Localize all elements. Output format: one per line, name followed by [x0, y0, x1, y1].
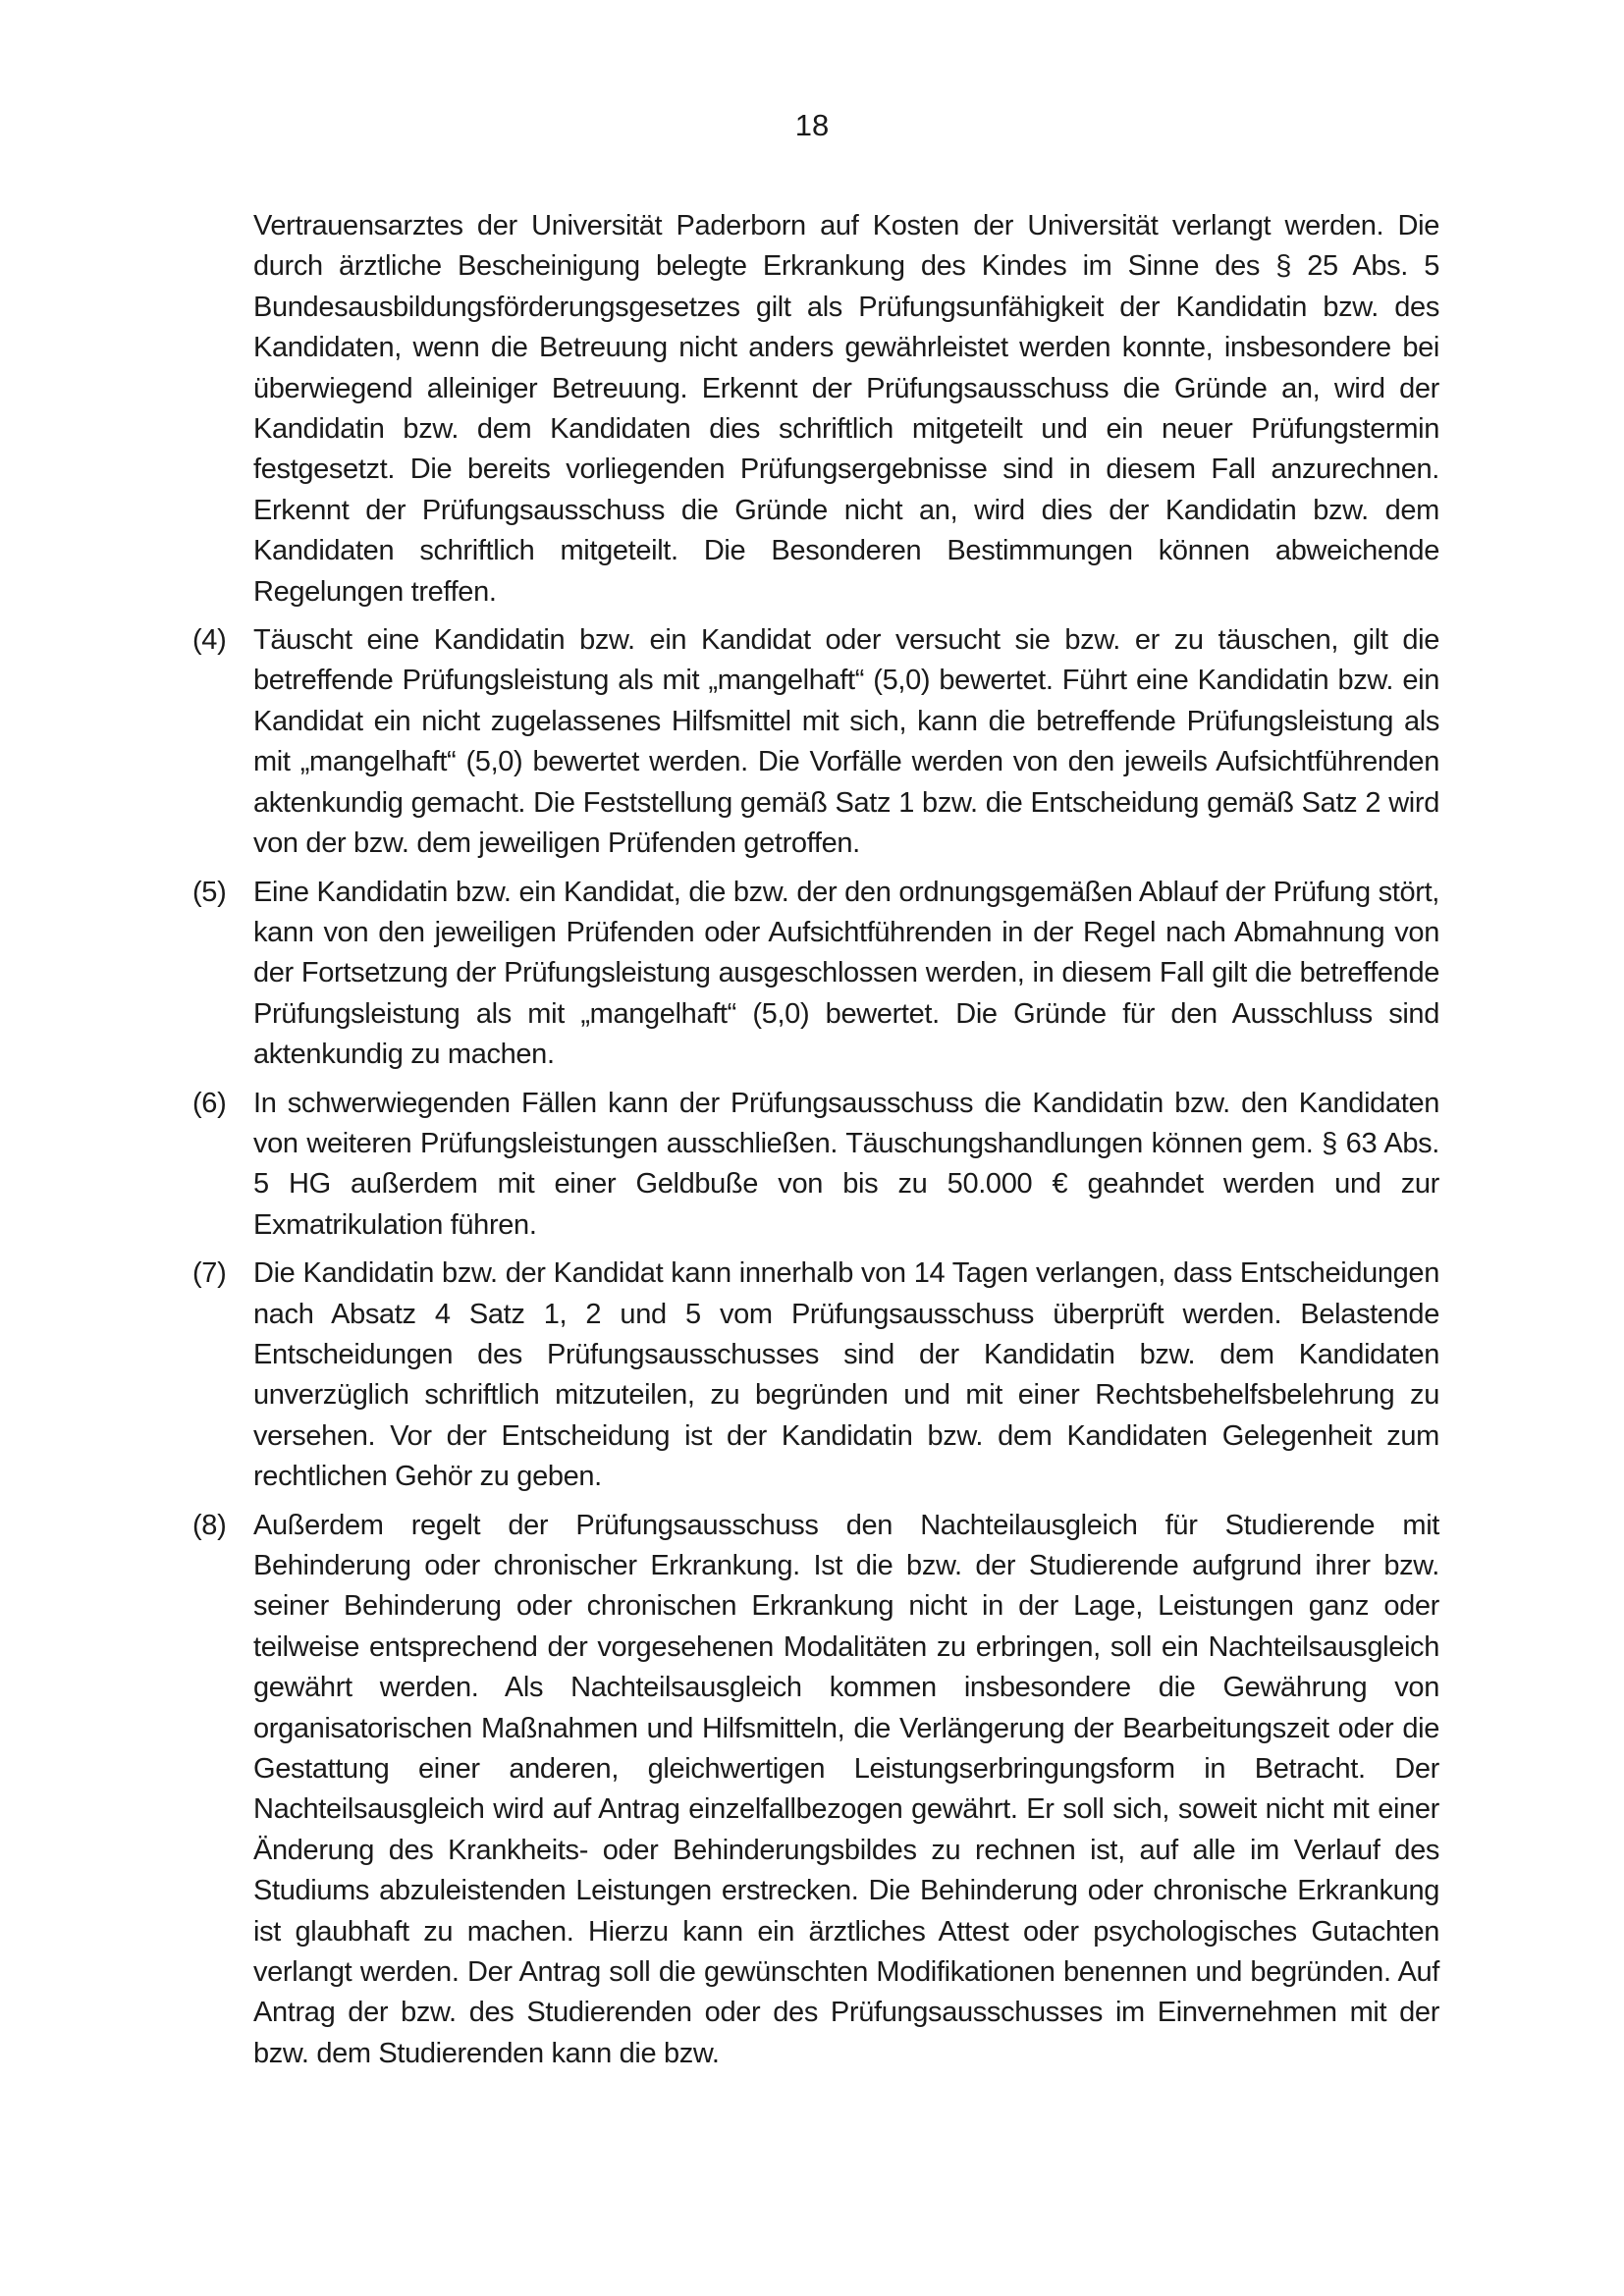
continuation-text: Vertrauensarztes der Universität Paderborn auf Kosten der Universität verlangt werden. Die durch ärztliche Bescheinigung belegte Erkrankung des Kindes im Sinne des § 25 Abs. 5 Bundesausbildungsförderungsgesetzes gilt als Prüfungsunfähigkeit der Kandidatin bzw. des Kandidaten, wenn die Betreuung nicht anders gewährleistet werden konnte, insbesondere bei überwiegend alleiniger Betreuung. Erkennt der Prüfungsausschuss die Gründe an, wird der Kandidatin bzw. dem Kandidaten dies schriftlich mitgeteilt und ein neuer Prüfungstermin festgesetzt. Die bereits vorliegenden Prüfungsergebnisse sind in diesem Fall anzurechnen. Erkennt der Prüfungsausschuss die Gründe nicht an, wird dies der Kandidatin bzw. dem Kandidaten schriftlich mitgeteilt. Die Besonderen Bestimmungen können abweichende Regelungen treffen.	[253, 210, 1439, 608]
paragraph-text: Täuscht eine Kandidatin bzw. ein Kandidat oder versucht sie bzw. er zu täuschen, gilt die betreffende Prüfungsleistung als mit „mangelhaft“ (5,0) bewertet. Führt eine Kandidatin bzw. ein Kandidat ein nicht zugelassenes Hilfsmittel mit sich, kann die betreffende Prüfungsleistung als mit „mangelhaft“ (5,0) bewertet werden. Die Vorfälle werden von den jeweils Aufsichtführenden aktenkundig gemacht. Die Feststellung gemäß Satz 1 bzw. die Entscheidung gemäß Satz 2 wird von der bzw. dem jeweiligen Prüfenden getroffen.	[253, 624, 1439, 860]
paragraph-number: (8)	[192, 1509, 227, 1541]
paragraph-text: Außerdem regelt der Prüfungsausschuss den Nachteilausgleich für Studierende mit Behinderung oder chronischer Erkrankung. Ist die bzw. der Studierende aufgrund ihrer bzw. seiner Behinderung oder chronischen Erkrankung nicht in der Lage, Leistungen ganz oder teilweise entsprechend der vorgesehenen Modalitäten zu erbringen, soll ein Nachteilsausgleich gewährt werden. Als Nachteilsausgleich kommen insbesondere die Gewährung von organisatorischen Maßnahmen und Hilfsmitteln, die Verlängerung der Bearbeitungszeit oder die Gestattung einer anderen, gleichwertigen Leistungserbringungsform in Betracht. Der Nachteilsausgleich wird auf Antrag einzelfallbezogen gewährt. Er soll sich, soweit nicht mit einer Änderung des Krankheits- oder Behinderungsbildes zu rechnen ist, auf alle im Verlauf des Studiums abzuleistenden Leistungen erstrecken. Die Behinderung oder chronische Erkrankung ist glaubhaft zu machen. Hierzu kann ein ärztliches Attest oder psychologisches Gutachten verlangt werden. Der Antrag soll die gewünschten Modifikationen benennen und begründen. Auf Antrag der bzw. des Studierenden oder des Prüfungsausschusses im Einvernehmen mit der bzw. dem Studierenden kann die bzw.	[253, 1509, 1439, 2069]
paragraph-number: (7)	[192, 1257, 227, 1290]
paragraph-7	[192, 1254, 1439, 1497]
paragraph-number: (5)	[192, 876, 227, 908]
paragraph-8	[192, 1506, 1439, 2075]
page-number: 18	[794, 108, 830, 142]
paragraph-number: (6)	[192, 1087, 227, 1119]
paragraph-text: Eine Kandidatin bzw. ein Kandidat, die bzw. der den ordnungsgemäßen Ablauf der Prüfung stört, kann von den jeweiligen Prüfenden oder Aufsichtführenden in der Regel nach Abmahnung von der Fortsetzung der Prüfungsleistung ausgeschlossen werden, in diesem Fall gilt die betreffende Prüfungsleistung als mit „mangelhaft“ (5,0) bewertet. Die Gründe für den Ausschluss sind aktenkundig zu machen.	[253, 876, 1439, 1071]
paragraph-5	[192, 873, 1439, 1076]
paragraph-text: In schwerwiegenden Fällen kann der Prüfungsausschuss die Kandidatin bzw. den Kandidaten von weiteren Prüfungsleistungen ausschließen. Täuschungshandlungen können gem. § 63 Abs. 5 HG außerdem mit einer Geldbuße von bis zu 50.000 € geahndet werden und zur Exmatrikulation führen.	[253, 1087, 1439, 1241]
document-body	[192, 206, 1439, 2082]
paragraph-text: Die Kandidatin bzw. der Kandidat kann innerhalb von 14 Tagen verlangen, dass Entscheidungen nach Absatz 4 Satz 1, 2 und 5 vom Prüfungsausschuss überprüft werden. Belastende Entscheidungen des Prüfungsausschusses sind der Kandidatin bzw. dem Kandidaten unverzüglich schriftlich mitzuteilen, zu begründen und mit einer Rechtsbehelfsbelehrung zu versehen. Vor der Entscheidung ist der Kandidatin bzw. dem Kandidaten Gelegenheit zum rechtlichen Gehör zu geben.	[253, 1257, 1439, 1493]
paragraph-number: (4)	[192, 624, 227, 657]
paragraph-4	[192, 620, 1439, 864]
paragraph-6	[192, 1084, 1439, 1247]
